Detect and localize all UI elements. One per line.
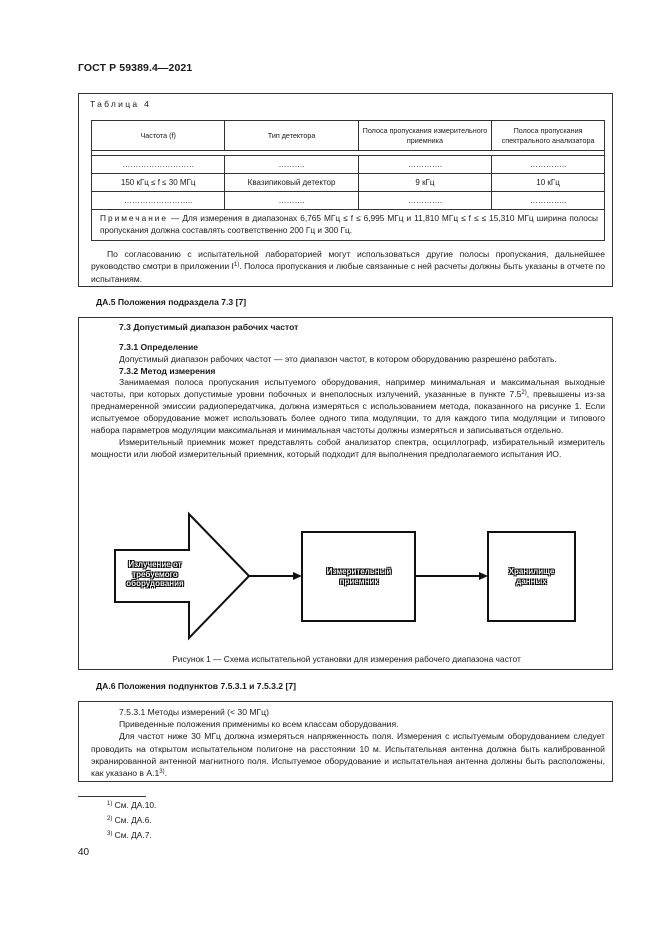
header-cell: Полоса пропускания спектрального анализатора <box>492 121 605 151</box>
footnote-ref: 1) <box>233 262 240 269</box>
section-heading-da5: ДА.5 Положения подраздела 7.3 [7] <box>96 297 247 307</box>
footnote-text: См. ДА.10. <box>114 800 157 810</box>
figure-caption: Рисунок 1 — Схема испытательной установки для измерения рабочего диапазона частот <box>172 654 521 664</box>
paragraph-text: По согласованию с испытательной лабораторией могут использоваться другие полосы пропускания, дальнейшее руководство смотри в приложении I <box>91 249 605 272</box>
table-cell: ……………………… <box>92 156 225 174</box>
table-cell: ………. <box>225 192 358 210</box>
paragraph-receiver: Измерительный приемник может представлять собой анализатор спектра, осциллограф, избирательный измеритель мощности или любой измерительный приемник, который подходит для выполнения предполагаемого испытания ИО. <box>91 436 605 459</box>
footnote-separator <box>78 796 146 797</box>
table-cell: ………….. <box>492 192 605 210</box>
footnote <box>107 830 152 842</box>
arrow-label: Излучение от требуемого оборудования <box>126 560 184 589</box>
footnote <box>107 800 156 812</box>
arrowhead <box>479 572 488 580</box>
receiver-label: Измерительный приемник <box>326 567 392 586</box>
paragraph-text: Занимаемая полоса пропускания испытуемого оборудования, например минимальная и максимальная выходные частоты, при которых допустимые уровни побочных и внеполосных излучений, указанные в пункте 7.5 <box>91 377 605 400</box>
table-cell: 150 кГц ≤ f ≤ 30 МГц <box>92 174 225 192</box>
figure-1-diagram <box>79 318 614 671</box>
footnote-mark: 3) <box>107 831 113 837</box>
paragraph-text: . <box>164 768 168 779</box>
footnote-text: См. ДА.6. <box>114 815 152 825</box>
header-cell: Частота (f) <box>92 121 225 151</box>
footnote-mark: 2) <box>107 816 113 822</box>
heading-7-5-3-1: 7.5.3.1 Методы измерений (< 30 МГц) <box>119 707 269 717</box>
table-4-frame <box>78 93 613 287</box>
footnote-ref: 3) <box>159 769 165 776</box>
heading-7-3-1: 7.3.1 Определение <box>119 341 199 352</box>
table-row <box>92 192 605 210</box>
storage-label: Хранилище данных <box>508 567 555 586</box>
paragraph-7-3-1: Допустимый диапазон рабочих частот — это диапазон частот, в котором оборудованию разрешено работать. <box>119 353 557 364</box>
heading-7-3: 7.3 Допустимый диапазон рабочих частот <box>119 322 299 332</box>
table-row <box>92 174 605 192</box>
note-label: Примечание <box>100 213 169 223</box>
paragraph-field-strength <box>91 730 605 779</box>
table-follow-paragraph <box>91 248 605 285</box>
table-cell: ………. <box>225 156 358 174</box>
section-heading-da6: ДА.6 Положения подпунктов 7.5.3.1 и 7.5.3.2 [7] <box>96 681 296 691</box>
clause-7-5-3-frame <box>78 701 613 782</box>
paragraph-text: Для частот ниже 30 МГц должна измеряться напряженность поля. Измерения с испытуемым оборудованием следует проводить на открытом испытательном полигоне на расстоянии 10 м. Испытательная антенна должна быть калиброванной экранированной антенной магнитного поля. Испытуемое оборудование и испытательная антенна должны быть расположены, как указано в А.1 <box>91 731 605 779</box>
table-cell: …………. <box>358 192 491 210</box>
footnote <box>107 815 152 827</box>
footnote-text: См. ДА.7. <box>114 830 152 840</box>
paragraph-classes: Приведенные положения применимы ко всем классам оборудования. <box>119 719 399 730</box>
paragraph-text: , превышены из-за преднамеренной эмиссии радиопередатчика, должна измеряться с использованием метода, показанного на рисунке 1. Если испытуемое оборудование может использовать более одного типа модуляции, то для каждого типа модуляции и типового набора параметров модуляции максимальная и минимальная частоты должны измеряться и записываться отдельно. <box>91 389 605 435</box>
header-cell: Тип детектора <box>225 121 358 151</box>
document-header: ГОСТ Р 59389.4—2021 <box>78 62 193 74</box>
page-number: 40 <box>78 847 90 858</box>
arrowhead <box>293 572 302 580</box>
note-text: — Для измерения в диапазонах 6,765 МГц ≤ f ≤ 6,995 МГц и 11,810 МГц ≤ f ≤ ≤ 15,310 МГц ширина полосы пропускания должна составлять соответственно 200 Гц и 300 Гц. <box>100 213 598 235</box>
heading-7-3-2: 7.3.2 Метод измерения <box>119 365 216 376</box>
table-cell: …………. <box>358 156 491 174</box>
footnote-ref: 2) <box>521 390 527 397</box>
footnote-mark: 1) <box>107 801 113 807</box>
clause-7-3-frame <box>78 317 613 670</box>
table-header-row <box>92 121 605 151</box>
table-cell: ………….. <box>492 156 605 174</box>
table-4 <box>91 120 605 241</box>
paragraph-text: . Полоса пропускания и любые связанные с ней расчеты должны быть указаны в отчете по испытаниям. <box>91 261 605 284</box>
table-cell: …………………….. <box>92 192 225 210</box>
table-cell: 10 кГц <box>492 174 605 192</box>
table-note <box>92 210 605 241</box>
table-cell: 9 кГц <box>358 174 491 192</box>
table-cell: Квазипиковый детектор <box>225 174 358 192</box>
table-title: Таблица 4 <box>90 99 152 109</box>
table-note-row <box>92 210 605 241</box>
table-row <box>92 156 605 174</box>
header-cell: Полоса пропускания измерительного приемника <box>358 121 491 151</box>
